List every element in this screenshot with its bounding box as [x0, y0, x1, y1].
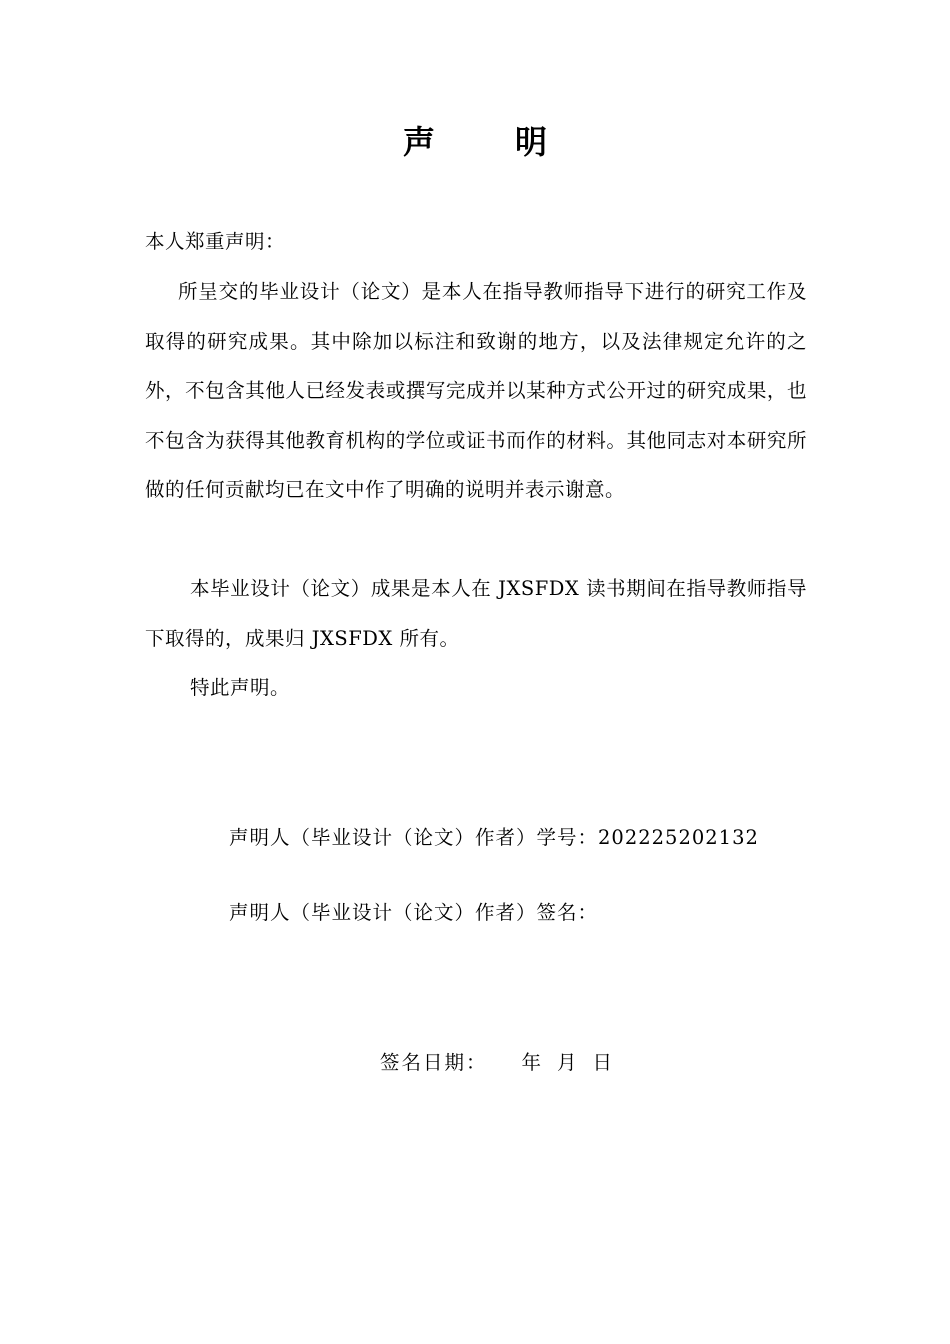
declaration-paragraph-1: 所呈交的毕业设计（论文）是本人在指导教师指导下进行的研究工作及取得的研究成果。其中除加以标注和致谢的地方，以及法律规定允许的之外，不包含其他人已经发表或撰写完成并以某种方式公开过的研究成果，也不包含为获得其他教育机构的学位或证书而作的材料。其他同志对本研究所做的任何贡献均已在文中作了明确的说明并表示谢意。 [145, 280, 807, 501]
year-label: 年 [521, 1051, 544, 1074]
signature-label: 声明人（毕业设计（论文）作者）签名： [229, 901, 599, 924]
student-id-label: 声明人（毕业设计（论文）作者）学号： [229, 826, 599, 849]
signature-line [229, 897, 598, 929]
month-label: 月 [557, 1051, 579, 1074]
closing-statement: 特此声明。 [190, 676, 291, 699]
declaration-paragraph-2: 本毕业设计（论文）成果是本人在 JXSFDX 读书期间在指导教师指导下取得的，成果归 JXSFDX 所有。 [145, 577, 807, 650]
date-label: 签名日期： [380, 1051, 488, 1074]
signature-date-line [380, 1047, 614, 1079]
student-id-line [229, 822, 759, 854]
day-label: 日 [592, 1051, 615, 1074]
page-title: 声明 [402, 123, 627, 161]
student-id-value: 202225202132 [598, 826, 759, 849]
opening-statement: 本人郑重声明： [145, 230, 286, 253]
